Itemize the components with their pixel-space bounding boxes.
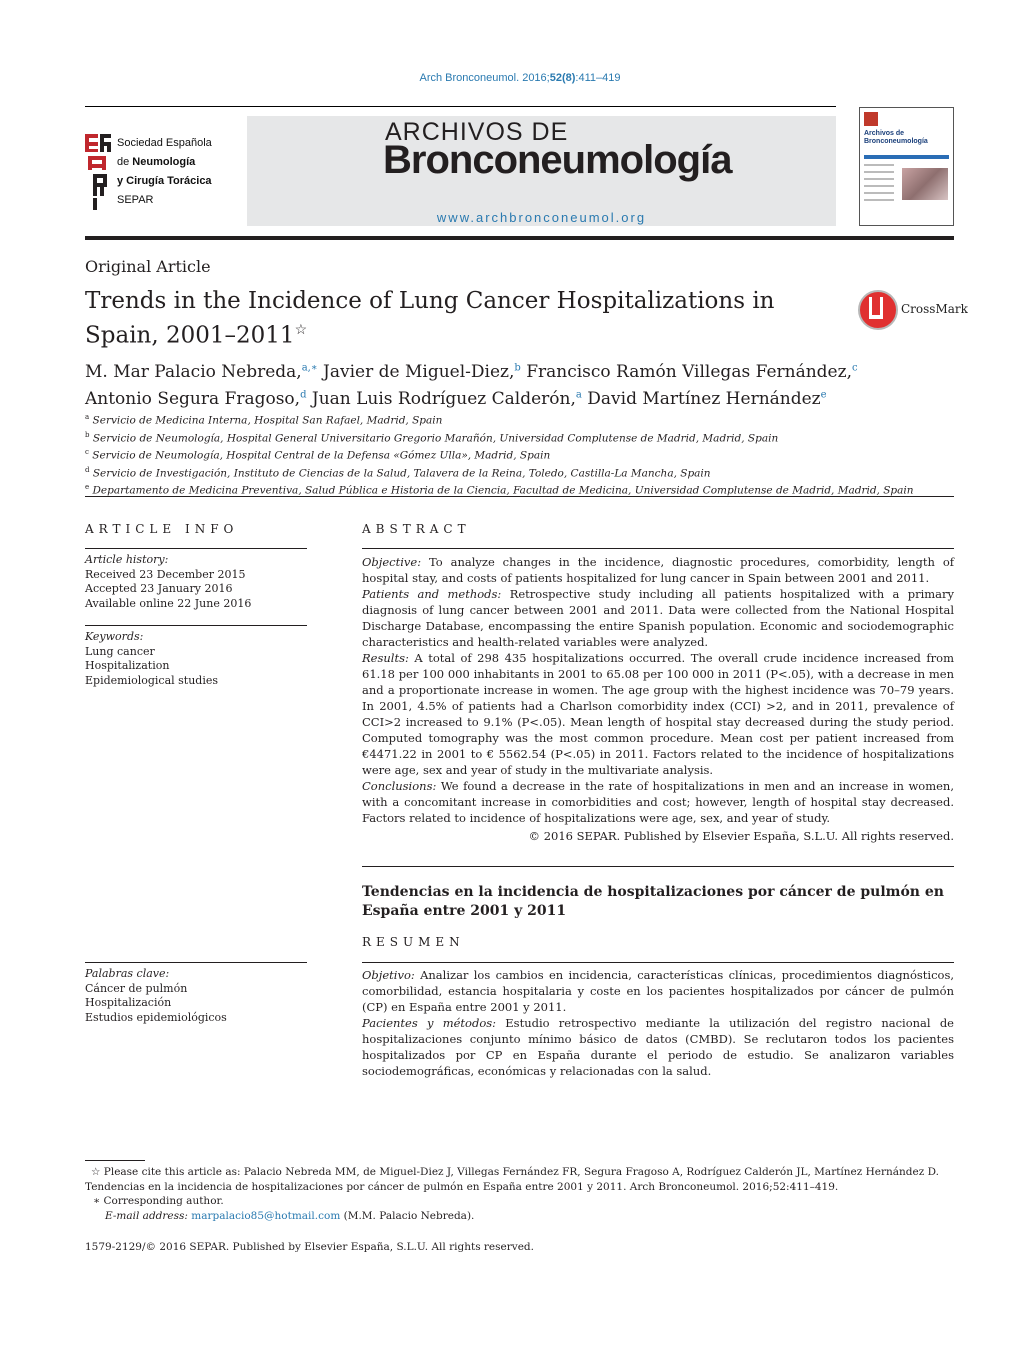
affiliation-list — [85, 410, 954, 498]
separ-emblem-icon — [85, 134, 111, 210]
journal-cover-thumbnail[interactable]: Archivos de Bronconeumología — [859, 107, 954, 226]
cover-logo-icon — [864, 112, 878, 126]
keyword: Hospitalization — [85, 659, 170, 672]
abstract-methods: Patients and methods: Retrospective study including all patients hospitalized with a primary diagnosis of lung cancer between 2001 and 2011. Data were collected from the National Hospital Discharge Database, encompassing the entire Spanish population. Economic and sociodemographic characteristics and health-related variables were analyzed. — [362, 587, 955, 649]
email-link[interactable]: marpalacio85@hotmail.com — [191, 1209, 341, 1222]
affiliation: $^e$ Departamento de Medicina Preventiva, Salud Pública e Historia de la Ciencia, Facultad de Medicina, Universidad Complutense de Madrid, Madrid, Spain — [85, 483, 914, 497]
affiliation: $^d$ Servicio de Investigación, Instituto de Ciencias de la Salud, Talavera de la Reina, Toledo, Castilla-La Mancha, Spain — [85, 465, 711, 479]
palabras-clave-block: Palabras clave: Cáncer de pulmón Hospitalización Estudios epidemiológicos — [85, 962, 307, 1025]
cover-image — [902, 168, 948, 200]
keyword: Hospitalización — [85, 996, 172, 1009]
keyword: Cáncer de pulmón — [85, 981, 188, 995]
abstract-objective: Objective: To analyze changes in the incidence, diagnostic procedures, comorbidity, length of hospital stay, and costs of patients hospitalized for lung cancer in Spain between 2001 and 2011. — [362, 555, 954, 585]
author: Francisco Ramón Villegas Fernández,$^c$ — [526, 361, 858, 382]
abstract-heading: ABSTRACT — [362, 522, 471, 536]
journal-name-line1: ARCHIVOS DE — [385, 118, 569, 146]
article-type: Original Article — [85, 257, 211, 276]
author: Juan Luis Rodríguez Calderón,$^a$ — [311, 389, 582, 410]
corresponding-author-note: ∗ Corresponding author. — [93, 1195, 224, 1207]
footnote-rule — [85, 1160, 145, 1161]
spanish-title: Tendencias en la incidencia de hospitalizaciones por cáncer de pulmón en España entre 2001 y 2011 — [362, 884, 944, 919]
article-title: Trends in the Incidence of Lung Cancer Hospitalizations in Spain, 2001–2011☆ — [85, 288, 775, 349]
affiliation: $^b$ Servicio de Neumología, Hospital General Universitario Gregorio Marañón, Universidad Complutense de Madrid, Madrid, Spain — [85, 430, 779, 444]
journal-url-link[interactable]: www.archbronconeumol.org — [436, 210, 647, 225]
issn-line: 1579-2129/© 2016 SEPAR. Published by Elsevier España, S.L.U. All rights reserved. — [85, 1241, 534, 1253]
affiliation: $^c$ Servicio de Neumología, Hospital Central de la Defensa «Gómez Ulla», Madrid, Spain — [85, 448, 551, 462]
journal-reference[interactable]: Arch Bronconeumol. 2016;52(8):411–419 — [419, 72, 621, 84]
title-footnote-mark[interactable]: ☆ — [294, 322, 308, 338]
section-rule — [85, 496, 954, 497]
article-history: Article history: Received 23 December 2015 Accepted 23 January 2016 Available online 22 June 2016 — [85, 548, 307, 611]
copyright: © 2016 SEPAR. Published by Elsevier España, S.L.U. All rights reserved. — [528, 829, 954, 843]
header-thick-rule — [85, 236, 954, 240]
keyword: Lung cancer — [85, 644, 155, 658]
author-list — [85, 356, 945, 411]
journal-banner — [247, 116, 836, 226]
header-rule — [85, 106, 836, 107]
resumen-metodos: Pacientes y métodos: Estudio retrospectivo mediante la utilización del registro nacional de hospitalizaciones conjunto mínimo básico de datos (CMBD). Se reclutaron todos los pacientes hospitalizados por CP en España durante el periodo de estudio. Se analizaron variables sociodemográficas, económicas y relacionadas con la salud. — [362, 1016, 954, 1078]
affiliation: $^a$ Servicio de Medicina Interna, Hospital San Rafael, Madrid, Spain — [85, 413, 443, 427]
crossmark-button[interactable]: CrossMark — [858, 290, 954, 330]
resumen-heading: RESUMEN — [362, 935, 465, 949]
society-name: Sociedad Española de Neumología y Cirugía Torácica SEPAR — [117, 137, 212, 206]
separ-logo — [85, 134, 245, 212]
article-info-heading: ARTICLE INFO — [85, 522, 239, 536]
journal-name-line2: Bronconeumología — [383, 138, 732, 182]
keywords-block: Keywords: Lung cancer Hospitalization Epidemiological studies — [85, 625, 307, 688]
keyword: Estudios epidemiológicos — [85, 1010, 227, 1024]
email-note: E-mail address: marpalacio85@hotmail.com (M.M. Palacio Nebreda). — [105, 1209, 475, 1222]
author: M. Mar Palacio Nebreda,$^{a,∗}$ — [85, 361, 318, 382]
author: Antonio Segura Fragoso,$^d$ — [85, 389, 307, 410]
abstract-body — [362, 548, 954, 844]
abstract-results: Results: A total of 298 435 hospitalizations occurred. The overall crude incidence increased from 61.18 per 100 000 inhabitants in 2001 to 65.08 per 100 000 in 2011 (P<.05), with a decrease in men and a proportionate increase in women. The age group with the highest incidence was 70–79 years. In 2001, 4.5% of patients had a Charlson comorbidity index (CCI) >2, and in 2011, prevalence of CCI>2 increased to 9.1% (P<.05). Mean length of hospital stay decreased during the study period. Computed tomography was the most common procedure. Mean cost per patient increased from €4471.22 in 2001 to € 5562.54 (P<.05) in 2011. Factors related to the incidence of hospitalizations were age, sex and year of study in the multivariate analysis. — [362, 651, 954, 777]
resumen-rule — [362, 866, 954, 867]
abstract-conclusions: Conclusions: We found a decrease in the rate of hospitalizations in men and an increase in women, with a concomitant increase in comorbidities and cost; however, length of hospital stay decreased. Factors related to incidence of hospitalizations were age, sex, and year of study. — [362, 779, 954, 825]
author: David Martínez Hernández$^e$ — [587, 389, 827, 410]
author: Javier de Miguel-Diez,$^b$ — [323, 361, 521, 382]
citation-footnote: ☆ Please cite this article as: Palacio Nebreda MM, de Miguel-Diez J, Villegas Fernández FR, Segura Fragoso A, Rodríguez Calderón JL, Martínez Hernández D. Tendencias en la incidencia de hospitalizaciones por cáncer de pulmón en España entre 2001 y 2011. Arch Bronconeumol. 2016;52:411–419. — [85, 1166, 939, 1193]
resumen-body — [362, 962, 954, 1079]
keyword: Epidemiological studies — [85, 673, 219, 687]
footnotes — [85, 1165, 954, 1223]
resumen-objetivo: Objetivo: Analizar los cambios en incidencia, características clínicas, procedimientos diagnósticos, comorbilidad, estancia hospitalaria y coste en los pacientes hospitalizados por cáncer de pulmón (CP) en España entre 2001 y 2011. — [362, 968, 955, 1014]
